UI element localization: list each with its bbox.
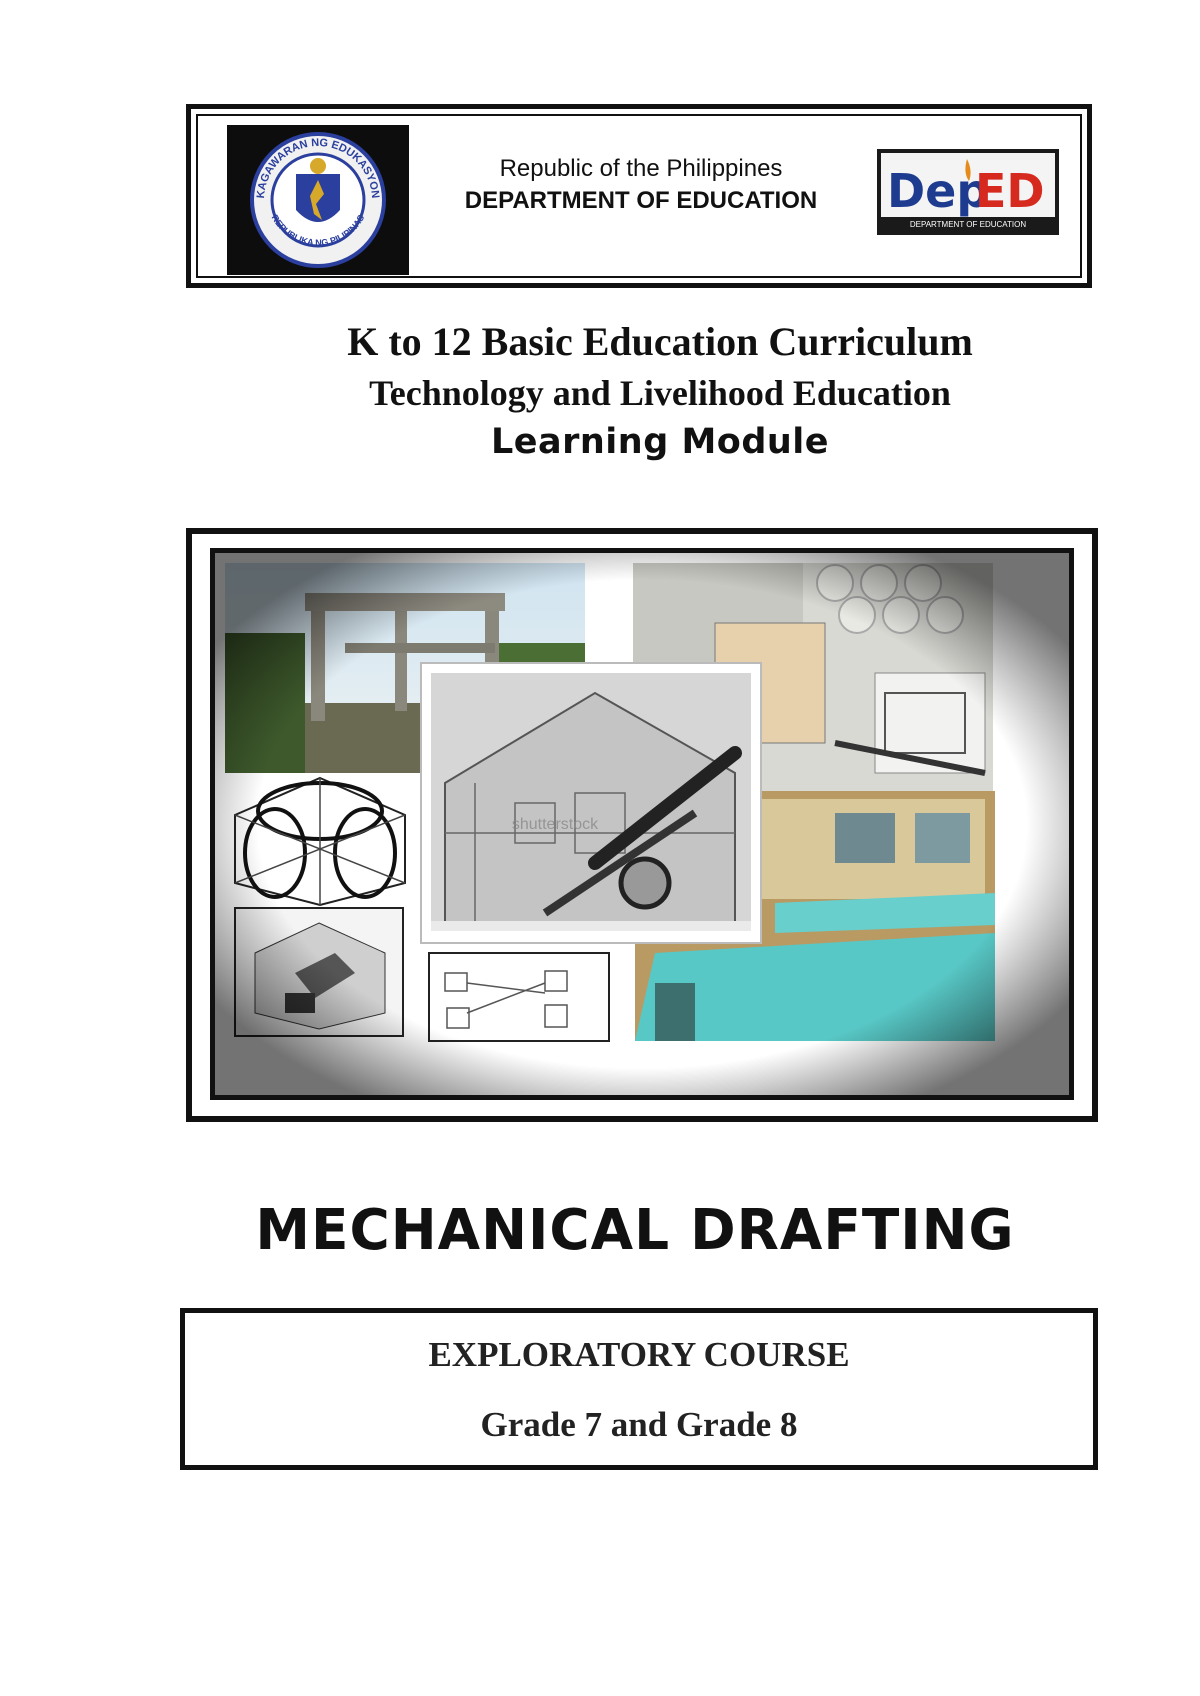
main-title: MECHANICAL DRAFTING [255,1198,1015,1263]
seal-bottom-text: REPUBLIKA NG PILIPINAS [269,213,367,248]
deped-logo [877,149,1059,235]
svg-text:ED: ED [975,164,1045,218]
deped-seal-logo [227,125,409,275]
svg-text:Dep: Dep [887,164,990,218]
subject-title: Technology and Livelihood Education [369,373,951,413]
grade-label: Grade 7 and Grade 8 [480,1405,798,1444]
collage-image [210,548,1074,1100]
logo-subtext: DEPARTMENT OF EDUCATION [909,220,1027,229]
header-box [186,104,1092,288]
course-type-label: EXPLORATORY COURSE [428,1335,850,1374]
seal-top-text: KAGAWARAN NG EDUKASYON [254,136,382,199]
svg-text:KAGAWARAN NG EDUKASYON [255,137,381,199]
header-text-block [441,155,841,215]
collage-frame [186,528,1098,1122]
svg-text:REPUBLIKA NG PILIPINAS [270,213,367,248]
curriculum-title: K to 12 Basic Education Curriculum [347,319,973,364]
module-title: Learning Module [490,422,830,462]
department-label: DEPARTMENT OF EDUCATION [464,187,818,214]
course-box [180,1308,1098,1470]
republic-label: Republic of the Philippines [499,155,783,182]
torch-flame-icon [965,159,970,181]
